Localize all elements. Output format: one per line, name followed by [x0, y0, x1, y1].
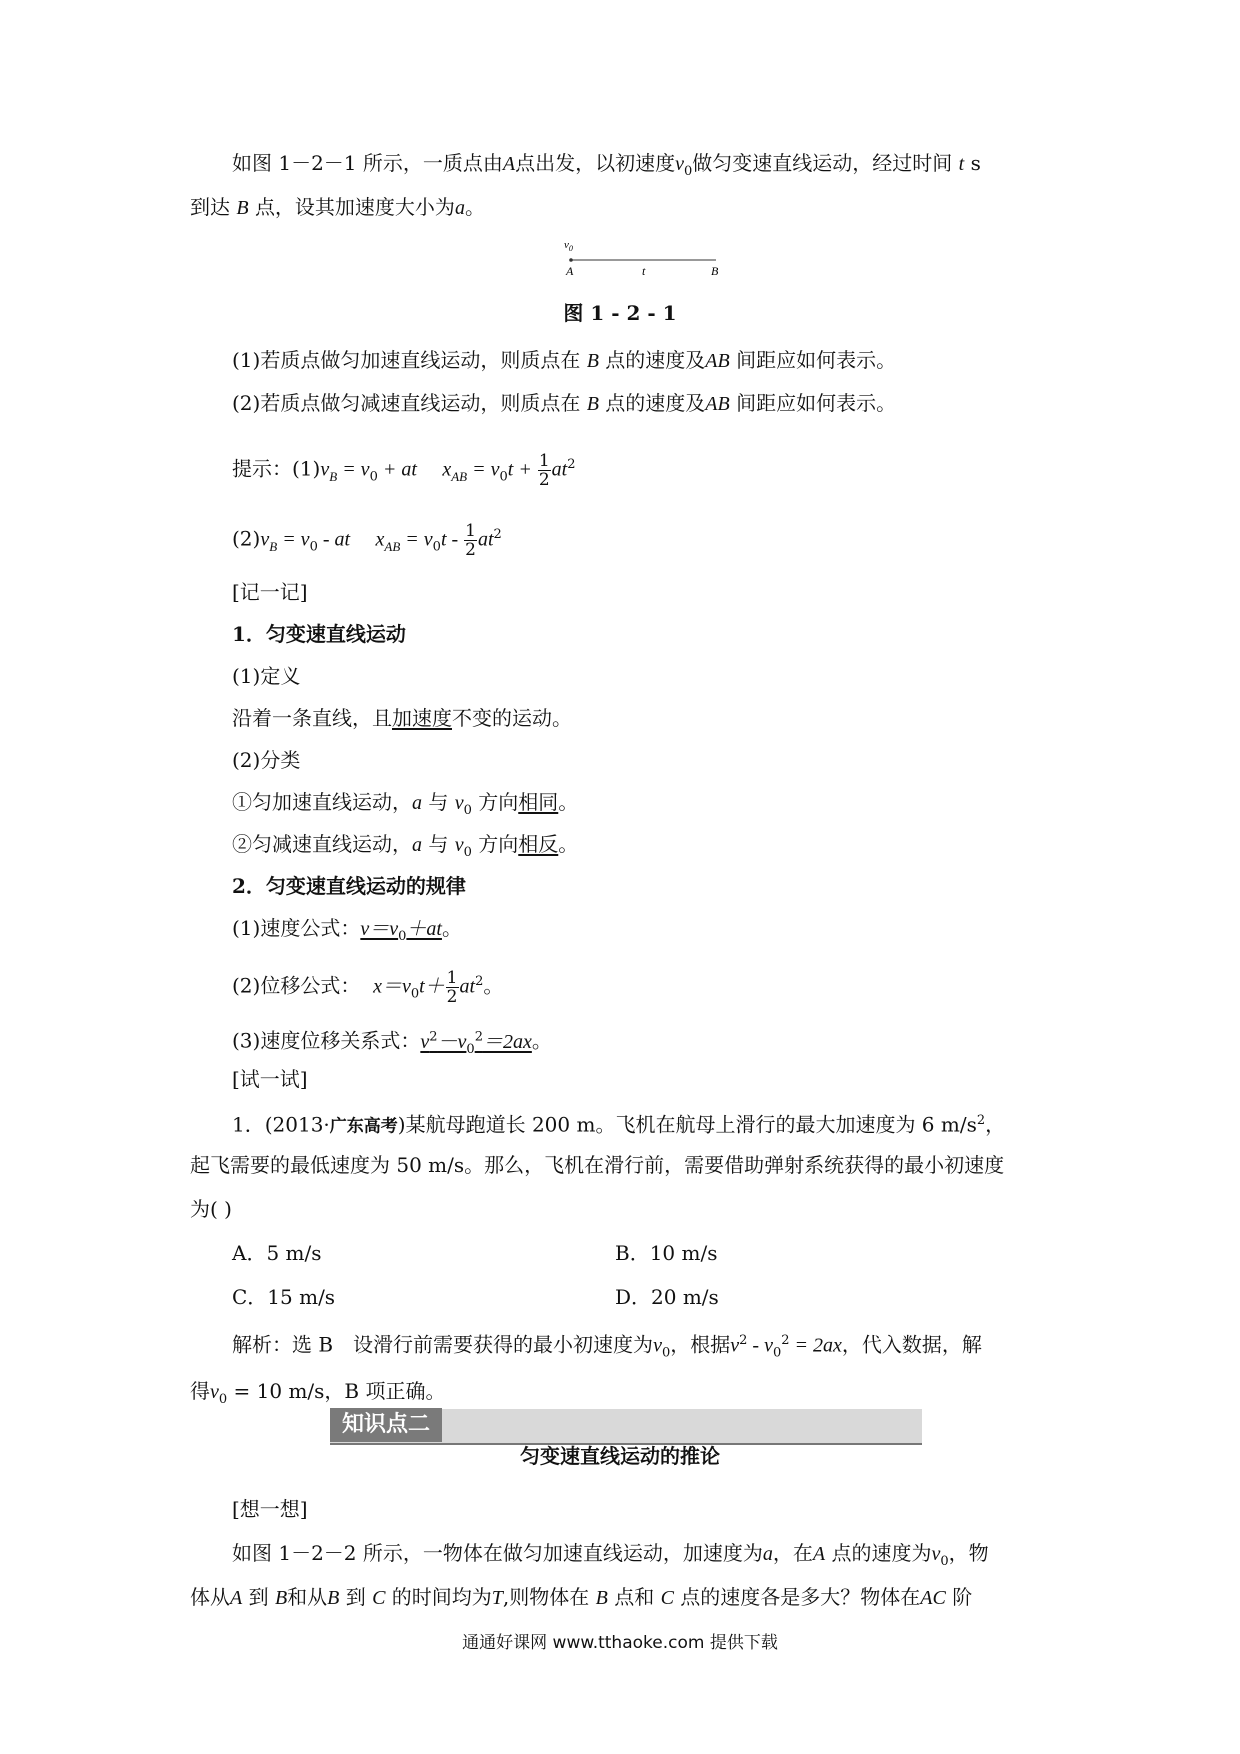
problem-line-2: 起飞需要的最低速度为 50 m/s。那么，飞机在滑行前，需要借助弹射系统获得的最小初速度: [190, 1153, 1005, 1177]
fig-label-v0: $v_0$: [564, 239, 573, 253]
option-b: B．10 m/s: [615, 1241, 718, 1265]
knowledge-point-tag: 知识点二: [330, 1408, 442, 1442]
hint-2: $(2)v_B = v_0$ - at $x_{AB} = v_0t$ - $\frac{1}{2}$ $at^2$: [232, 520, 502, 560]
motion-diagram: [550, 234, 730, 282]
fig-label-t: t: [642, 264, 646, 278]
option-c: C．15 m/s: [232, 1285, 336, 1309]
section-1-title: 1．匀变速直线运动: [232, 622, 406, 646]
footer-credit: 通通好课网 www.tthaoke.com 提供下载: [462, 1633, 778, 1653]
try-heading: [试一试]: [232, 1067, 308, 1091]
think-line-2: 体从A 到 B和从B 到 C 的时间均为T,则物体在 B 点和 C 点的速度各是多大？物体在AC 阶: [190, 1585, 973, 1609]
definition-label: (1)定义: [232, 664, 301, 688]
solution-line-1: 解析：选 B 设滑行前需要获得的最小初速度为$v_0$，根据$v^2 - v_0^2 = 2ax$，代入数据，解: [232, 1332, 982, 1361]
knowledge-point-title: 匀变速直线运动的推论: [520, 1444, 720, 1468]
think-heading: [想一想]: [232, 1497, 308, 1521]
class-item-1: ①匀加速直线运动，a 与 $v_0$ 方向相同。: [232, 790, 579, 818]
fraction-half: $\frac{1}{2}$: [465, 520, 476, 560]
definition-text: 沿着一条直线，且加速度不变的运动。: [232, 706, 572, 730]
classification-label: (2)分类: [232, 748, 301, 772]
remember-heading: [记一记]: [232, 580, 308, 604]
problem-line-3: 为( ): [190, 1197, 232, 1221]
fraction-half: $\frac{1}{2}$: [538, 450, 550, 490]
fig-label-A: A: [566, 264, 574, 278]
option-d: D．20 m/s: [615, 1285, 719, 1309]
formula-velocity: (1)速度公式：$v=v_0+at$。: [232, 916, 462, 944]
intro-line-1: 如图 1－2－1 所示，一质点由A点出发，以初速度$v_0$做匀变速直线运动，经过时间 t s: [232, 151, 981, 179]
question-1: (1)若质点做匀加速直线运动，则质点在 B 点的速度及AB 间距应如何表示。: [232, 348, 897, 372]
option-a: A．5 m/s: [232, 1241, 322, 1265]
fig-label-B: B: [711, 264, 719, 278]
fraction-half: $\frac{1}{2}$: [446, 967, 458, 1007]
formula-displacement: (2)位移公式： $x=v_0t+$ $\frac{1}{2}$ $at^2$。: [232, 967, 504, 1007]
section-2-title: 2．匀变速直线运动的规律: [232, 874, 466, 898]
question-2: (2)若质点做匀减速直线运动，则质点在 B 点的速度及AB 间距应如何表示。: [232, 391, 897, 415]
think-line-1: 如图 1－2－2 所示，一物体在做匀加速直线运动，加速度为a，在A 点的速度为$v_0$，物: [232, 1541, 989, 1569]
solution-line-2: 得$v_0 = 10$ m/s，B 项正确。: [190, 1379, 446, 1407]
intro-line-2: 到达 B 点，设其加速度大小为a。: [190, 195, 485, 219]
problem-line-1: 1．(2013·广东高考)某航母跑道长 200 m。飞机在航母上滑行的最大加速度为 6 $m/s^2$，: [232, 1112, 1006, 1137]
hint-1: 提示：$(1)v_B = v_0$ + at $x_{AB} = v_0t$ + $\frac{1}{2}$ $at^2$: [232, 450, 576, 490]
formula-velocity-displacement: (3)速度位移关系式：$v^2-v_0^2=2ax$。: [232, 1028, 552, 1057]
figure-caption: 图 1 - 2 - 1: [563, 301, 677, 325]
class-item-2: ②匀减速直线运动，a 与 $v_0$ 方向相反。: [232, 832, 579, 860]
